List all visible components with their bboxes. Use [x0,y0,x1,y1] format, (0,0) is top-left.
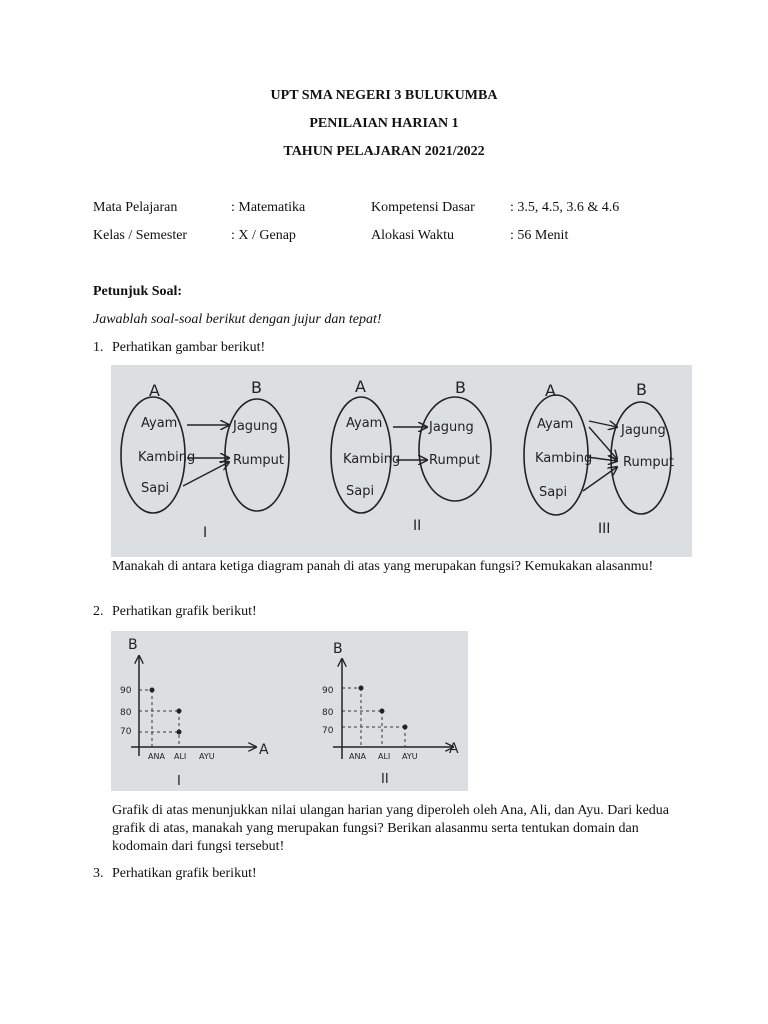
question-3-prompt: Perhatikan grafik berikut! [112,866,257,881]
domain-item: Sapi [539,485,568,500]
x-tick: AYU [402,752,418,761]
instructions-title: Petunjuk Soal: [93,284,183,299]
domain-item: Sapi [346,484,375,499]
question-2-prompt: Perhatikan grafik berikut! [112,604,257,619]
competence-label: Kompetensi Dasar [371,200,475,215]
domain-item: Kambing [535,451,593,466]
x-tick: ALI [378,752,391,761]
x-tick: ANA [148,752,165,761]
question-1-prompt: Perhatikan gambar berikut! [112,340,266,355]
codomain-item: Rumput [623,455,674,470]
x-tick: AYU [199,752,215,761]
subject-label: Mata Pelajaran [93,200,178,215]
exam-title: PENILAIAN HARIAN 1 [309,116,459,131]
domain-item: Sapi [141,481,170,496]
set-a-label: A [149,381,160,400]
class-value: : X / Genap [231,228,296,243]
x-axis-label: A [449,741,459,757]
y-tick: 90 [120,686,132,696]
y-axis-label: B [128,637,138,653]
y-axis-label: B [333,641,343,657]
arrow-diagram-photo [111,365,692,557]
graph-label: I [177,774,181,789]
domain-item: Ayam [346,416,383,431]
y-tick: 80 [322,708,334,718]
set-a-label: A [545,381,556,400]
graph-1 [120,637,269,789]
subject-value: : Matematika [231,200,306,215]
y-tick: 80 [120,708,132,718]
question-2-body: Grafik di atas menunjukkan nilai ulangan harian yang diperoleh oleh Ana, Ali, dan Ayu. Dari kedua grafik di atas, manakah yang merupakan fungsi? Berikan alasanmu serta tentukan domain dan kodomain dari fungsi tersebut! [112,803,670,854]
graph-label: II [381,772,389,787]
codomain-item: Jagung [233,419,278,434]
set-a-label: A [355,377,366,396]
arrow-diagram-1 [121,378,289,541]
arrow-diagram-2 [331,377,491,534]
question-1-body: Manakah di antara ketiga diagram panah di atas yang merupakan fungsi? Kemukakan alasanmu! [112,559,654,574]
diagram-label: III [598,521,611,537]
instructions-text: Jawablah soal-soal berikut dengan jujur dan tepat! [93,312,382,327]
graph-photo [111,631,468,791]
arrow-diagram-3 [524,380,674,537]
set-b-label: B [455,378,466,397]
competence-value: : 3.5, 4.5, 3.6 & 4.6 [510,200,620,215]
domain-item: Ayam [141,416,178,431]
domain-item: Ayam [537,417,574,432]
diagram-label: II [413,518,422,534]
school-year: TAHUN PELAJARAN 2021/2022 [283,144,485,159]
domain-item: Kambing [138,450,196,465]
codomain-item: Rumput [233,453,284,468]
x-tick: ALI [174,752,187,761]
time-value: : 56 Menit [510,228,569,243]
diagram-label: I [203,525,208,541]
question-2-number: 2. [93,604,104,619]
codomain-item: Rumput [429,453,480,468]
set-b-label: B [251,378,262,397]
school-name: UPT SMA NEGERI 3 BULUKUMBA [270,88,498,103]
y-tick: 70 [322,726,334,736]
time-label: Alokasi Waktu [371,228,454,243]
codomain-item: Jagung [621,423,666,438]
domain-item: Kambing [343,452,401,467]
x-axis-label: A [259,742,269,758]
set-b-label: B [636,380,647,399]
x-tick: ANA [349,752,366,761]
class-label: Kelas / Semester [93,228,188,243]
y-tick: 90 [322,686,334,696]
question-1-number: 1. [93,340,104,355]
codomain-item: Jagung [429,420,474,435]
question-3-number: 3. [93,866,104,881]
y-tick: 70 [120,727,132,737]
graph-2 [322,641,459,787]
